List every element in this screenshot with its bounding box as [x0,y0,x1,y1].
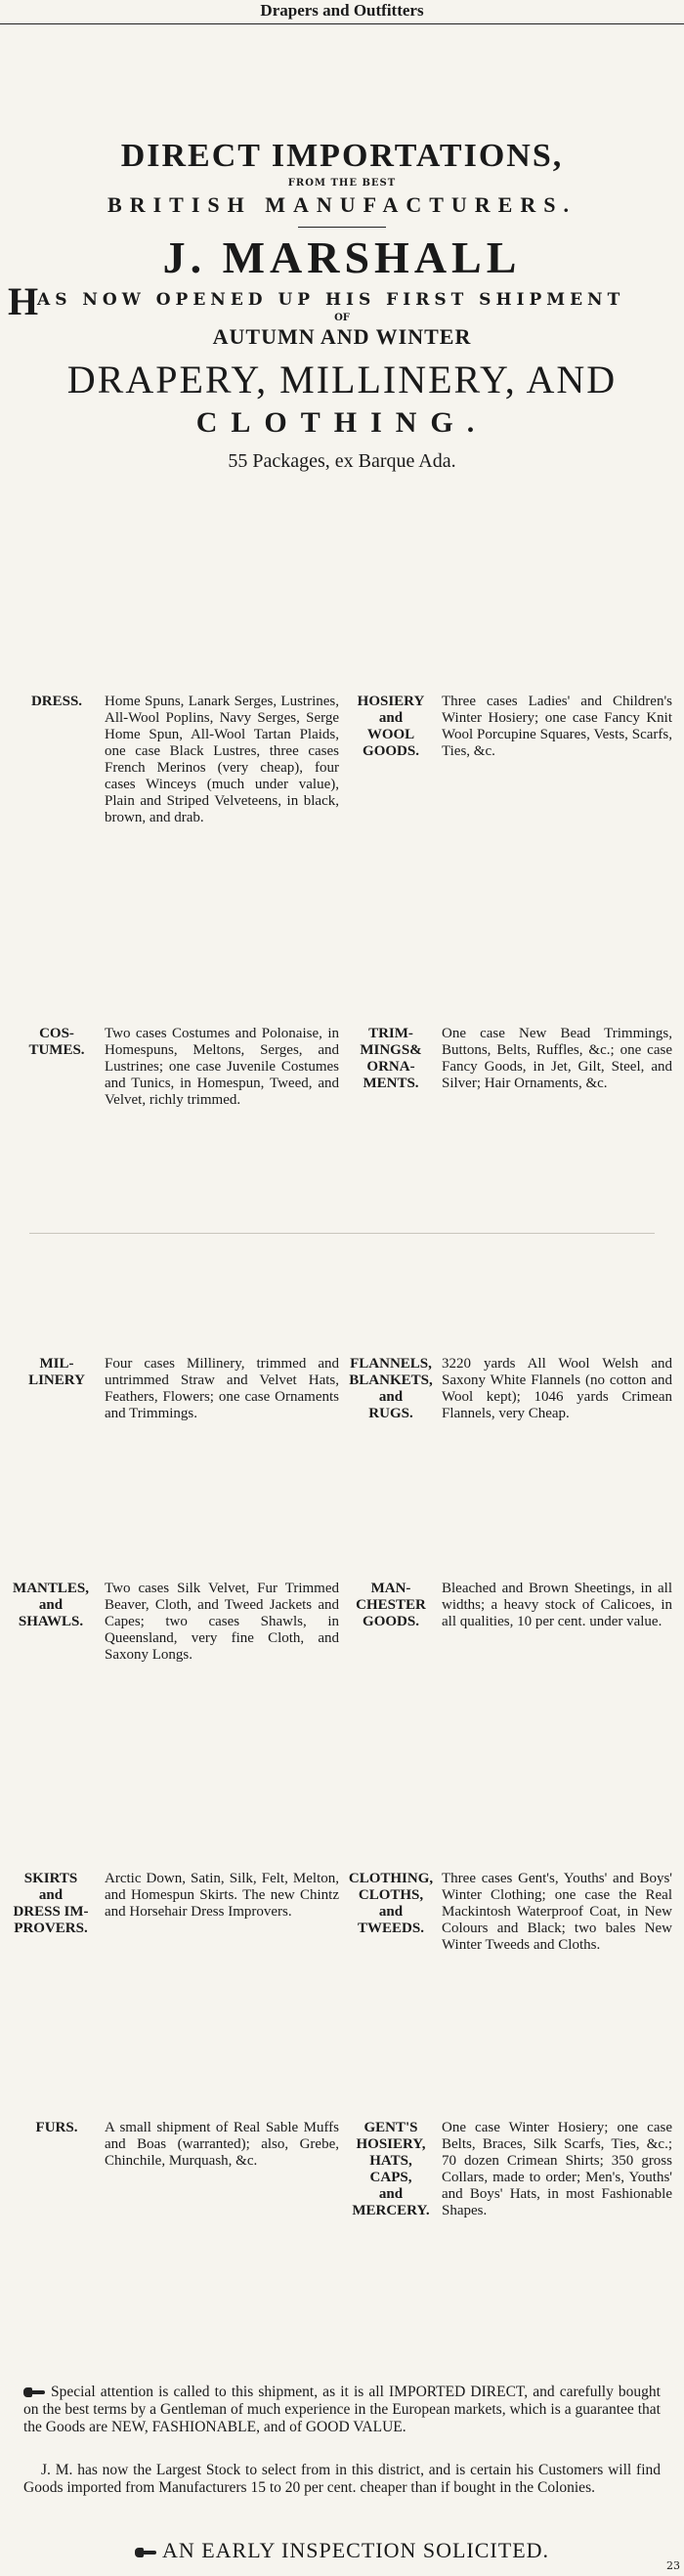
category-description: One case New Bead Trimmings, Buttons, Belts, Ruffles, &c.; one case Fancy Goods, in Jet, Gilt, Steel, and Silver; Hair Ornaments, &c. [442,1026,672,1091]
drop-cap: H [8,279,39,323]
category-label: MAN- CHESTER GOODS. [356,1581,426,1629]
stock-text: J. M. has now the Largest Stock to select from in this district, and is certain his Customers will find Goods imported from Manufacturers 15 to 20 per cent. cheaper than if bought in the Colonies. [23,2462,661,2496]
category-description: Three cases Ladies' and Children's Winter Hosiery; one case Fancy Knit Wool Porcupine Squares, Vests, Scarfs, Ties, &c. [442,694,672,759]
category-label: CLOTHING, CLOTHS, and TWEEDS. [348,1871,434,1936]
category-label: GENT'S HOSIERY, HATS, CAPS, and MERCERY. [352,2120,430,2218]
season-line: AUTUMN AND WINTER [212,324,472,349]
opened-shipment-text: AS NOW OPENED UP HIS FIRST SHIPMENT [37,290,625,310]
category-label: HOSIERY and WOOL GOODS. [357,694,425,759]
category-description: 3220 yards All Wool Welsh and Saxony White Flannels (no cotton and Wool kept); 1046 yards Crimean Flannels, very Cheap. [442,1356,672,1421]
category-label: MANTLES, and SHAWLS. [13,1581,89,1629]
category-description: A small shipment of Real Sable Muffs and Boas (warranted); also, Grebe, Chinchile, Murquash, &c. [105,2120,339,2169]
category-label: FLANNELS, BLANKETS, and RUGS. [349,1356,433,1421]
category-description: Two cases Costumes and Polonaise, in Homespuns, Meltons, Serges, and Lustrines; one case Juvenile Costumes and Tunics, in Homespun, Tweed, and Velvet, richly trimmed. [105,1026,339,1108]
category-description: Arctic Down, Satin, Silk, Felt, Melton, and Homespun Skirts. The new Chintz and Horsehair Dress Improvers. [105,1871,339,1920]
from-the-best: FROM THE BEST [287,178,397,189]
header-divider [298,227,386,228]
category-label: SKIRTS and DRESS IM- PROVERS. [13,1871,89,1936]
advert-header [0,137,684,474]
headline-direct-importations: DIRECT IMPORTATIONS, [120,138,564,174]
drapery-headline: DRAPERY, MILLINERY, AND [66,358,618,401]
category-description: Bleached and Brown Sheetings, in all widths; a heavy stock of Calicoes, in all qualities, 10 per cent. under value. [442,1581,672,1629]
clothing-headline: CLOTHING. [195,406,489,439]
category-description: One case Winter Hosiery; one case Belts, Braces, Silk Scarfs, Ties, &c.; 70 dozen Crimean Shirts; 350 gross Collars, made to order; Men's, Youths' and Boys' Hats, in most Fashionable Shapes. [442,2120,672,2218]
category-description: Two cases Silk Velvet, Fur Trimmed Beaver, Cloth, and Tweed Jackets and Capes; two cases Shawls, in Queensland, very fine Cloth, and Saxony Longs. [105,1581,339,1663]
pointing-hand-icon [135,2548,156,2557]
category-label: FURS. [35,2120,78,2135]
inspection-text: AN EARLY INSPECTION SOLICITED. [161,2538,550,2562]
of-label: OF [334,313,350,323]
running-head: Drapers and Outfitters [0,0,684,24]
fold-line [29,1233,655,1234]
category-label: DRESS. [30,694,83,709]
merchant-name: J. MARSHALL [162,232,522,282]
packages-line: 55 Packages, ex Barque Ada. [228,450,456,472]
category-label: COS- TUMES. [28,1026,85,1058]
british-manufacturers: BRITISH MANUFACTURERS. [107,192,577,217]
pointing-hand-icon [23,2387,45,2397]
category-description: Home Spuns, Lanark Serges, Lustrines, All-Wool Poplins, Navy Serges, Serge Home Spun, All-Wool Tartan Plaids, one case Black Lustres, three cases French Merinos (very cheap), four cases Winceys (much under value), Plain and Striped Velveteens, in black, brown, and drab. [105,694,339,825]
inspection-line [0,2538,684,2563]
page-number: 23 [666,2559,680,2572]
category-label: TRIM- MINGS& ORNA- MENTS. [360,1026,422,1091]
stock-paragraph [23,2462,661,2497]
special-attention-paragraph [23,2384,661,2436]
category-description: Three cases Gent's, Youths' and Boys' Winter Clothing; one case the Real Mackintosh Waterproof Coat, in New Colours and Black; two bales New Winter Tweeds and Cloths. [442,1871,672,1953]
special-attention-text: Special attention is called to this shipment, as it is all IMPORTED DIRECT, and carefully bought on the best terms by a Gentleman of much experience in the European markets, which is a guarantee that the Goods are NEW, FASHIONABLE, and of GOOD VALUE. [23,2384,661,2435]
category-label: MIL- LINERY [28,1356,85,1388]
category-description: Four cases Millinery, trimmed and untrimmed Straw and Velvet Hats, Feathers, Flowers; one case Ornaments and Trimmings. [105,1356,339,1421]
